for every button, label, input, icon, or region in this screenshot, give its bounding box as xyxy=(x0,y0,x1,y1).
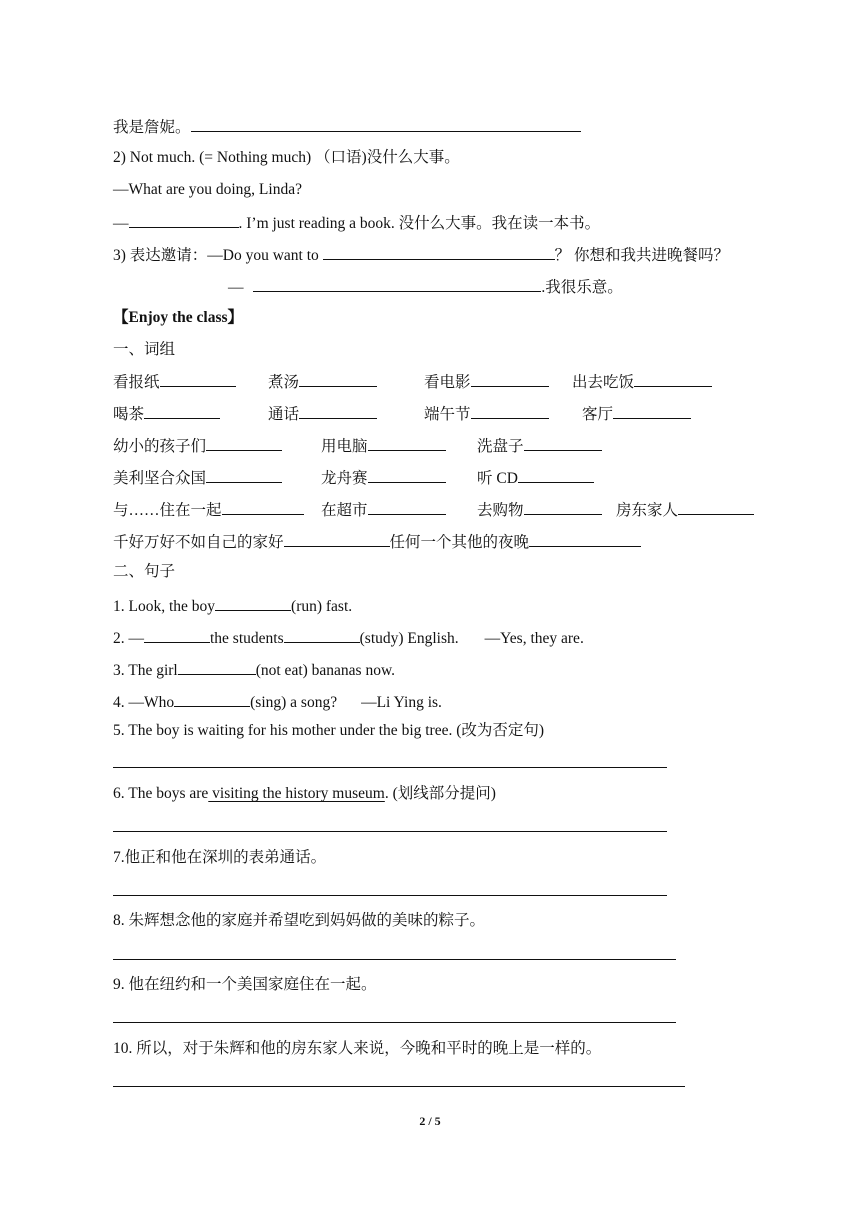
vocab-label: 龙舟赛 xyxy=(321,470,368,487)
answer-blank[interactable] xyxy=(174,691,250,707)
vocab-label: 喝茶 xyxy=(113,406,145,423)
point2-answer xyxy=(113,212,600,234)
answer-blank[interactable] xyxy=(613,403,691,419)
sentence-text: 1. Look, the boy xyxy=(113,598,216,615)
answer-line[interactable] xyxy=(113,895,667,896)
sentence-text: (not eat) bananas now. xyxy=(255,662,396,679)
answer-blank[interactable] xyxy=(471,403,549,419)
vocab-item xyxy=(268,371,377,393)
dash: — xyxy=(113,215,129,232)
answer-line[interactable] xyxy=(113,767,667,768)
answer-blank[interactable] xyxy=(471,371,549,387)
answer-line[interactable] xyxy=(113,1086,685,1087)
vocab-item xyxy=(113,467,282,489)
vocab-label: 出去吃饭 xyxy=(572,374,635,391)
point3-prefix: 3) 表达邀请：—Do you want to xyxy=(113,247,323,264)
answer-blank[interactable] xyxy=(368,435,446,451)
vocab-item xyxy=(113,403,220,425)
vocab-item xyxy=(113,499,304,521)
vocab-item xyxy=(616,499,754,521)
enjoy-heading: 【Enjoy the class】 xyxy=(113,309,244,326)
answer-blank[interactable] xyxy=(206,435,282,451)
vocab-item xyxy=(321,435,446,457)
point3-suffix: ？ 你想和我共进晚餐吗？ xyxy=(554,247,730,264)
point3-line2-suffix: .我很乐意。 xyxy=(541,279,623,296)
vocab-item xyxy=(268,403,377,425)
vocab-label: 与……住在一起 xyxy=(113,502,222,519)
sentence-1 xyxy=(113,595,352,617)
point2-answer-text: . I’m just reading a book. 没什么大事。我在读一本书。 xyxy=(238,215,601,232)
intro-line xyxy=(113,116,581,138)
vocab-label: 看报纸 xyxy=(113,374,160,391)
sentence-10: 10. 所以，对于朱辉和他的房东家人来说，今晚和平时的晚上是一样的。 xyxy=(113,1040,602,1057)
answer-blank[interactable] xyxy=(524,499,602,515)
answer-blank[interactable] xyxy=(634,371,712,387)
point2-title: 2) Not much. (= Nothing much) （口语)没什么大事。 xyxy=(113,149,460,166)
answer-blank[interactable] xyxy=(191,116,581,132)
answer-blank[interactable] xyxy=(206,467,282,483)
answer-blank[interactable] xyxy=(144,627,210,643)
vocab-label: 看电影 xyxy=(424,374,471,391)
vocab-item xyxy=(424,371,549,393)
sentence-5: 5. The boy is waiting for his mother under the big tree. (改为否定句) xyxy=(113,722,545,739)
vocab-label: 煮汤 xyxy=(268,374,300,391)
section1-title: 一、词组 xyxy=(113,341,176,358)
answer-line[interactable] xyxy=(113,831,667,832)
vocab-item xyxy=(113,531,641,553)
answer-blank[interactable] xyxy=(678,499,754,515)
point3-line1 xyxy=(113,244,729,266)
answer-line[interactable] xyxy=(113,959,676,960)
vocab-item xyxy=(321,499,446,521)
sentence-text: (run) fast. xyxy=(291,598,353,615)
vocab-item xyxy=(572,371,712,393)
sentence-text: (sing) a song? xyxy=(250,694,338,711)
answer-blank[interactable] xyxy=(368,499,446,515)
sentence-9: 9. 他在纽约和一个美国家庭住在一起。 xyxy=(113,976,377,993)
vocab-item xyxy=(113,435,282,457)
vocab-item xyxy=(477,499,602,521)
intro-text: 我是詹妮。 xyxy=(113,119,191,136)
answer-blank[interactable] xyxy=(518,467,594,483)
answer-blank[interactable] xyxy=(253,276,541,292)
underlined-phrase: visiting the history museum xyxy=(208,785,385,802)
sentence-7: 7.他正和他在深圳的表弟通话。 xyxy=(113,849,327,866)
answer-blank[interactable] xyxy=(524,435,602,451)
answer-blank[interactable] xyxy=(160,371,236,387)
sentence-text: . (划线部分提问) xyxy=(384,785,496,802)
vocab-item xyxy=(321,467,446,489)
answer-blank[interactable] xyxy=(299,371,377,387)
sentence-3 xyxy=(113,659,395,681)
point3-line2 xyxy=(228,276,623,298)
sentence-text: 4. —Who xyxy=(113,694,175,711)
sentence-6 xyxy=(113,784,496,804)
vocab-item xyxy=(582,403,691,425)
vocab-item xyxy=(424,403,549,425)
answer-blank[interactable] xyxy=(178,659,256,675)
vocab-label: 通话 xyxy=(268,406,300,423)
sentence-text: the students xyxy=(210,630,284,647)
section2-title: 二、句子 xyxy=(113,563,176,580)
answer-blank[interactable] xyxy=(529,531,641,547)
vocab-label: 千好万好不如自己的家好 xyxy=(113,534,284,551)
sentence-4 xyxy=(113,691,442,713)
vocab-label: 房东家人 xyxy=(616,502,679,519)
answer-blank[interactable] xyxy=(299,403,377,419)
vocab-item xyxy=(113,371,236,393)
sentence-2 xyxy=(113,627,584,649)
answer-blank[interactable] xyxy=(144,403,220,419)
vocab-label: 任何一个其他的夜晚 xyxy=(389,534,530,551)
point2-question: —What are you doing, Linda? xyxy=(113,181,302,198)
sentence-text: 3. The girl xyxy=(113,662,178,679)
vocab-label: 在超市 xyxy=(321,502,368,519)
vocab-label: 用电脑 xyxy=(321,438,368,455)
sentence-text: —Li Ying is. xyxy=(361,694,442,711)
page-number: 2 / 5 xyxy=(419,1114,441,1128)
vocab-label: 洗盘子 xyxy=(477,438,524,455)
vocab-label: 美利坚合众国 xyxy=(113,470,207,487)
vocab-label: 听 CD xyxy=(477,470,518,487)
answer-blank[interactable] xyxy=(215,595,291,611)
answer-blank[interactable] xyxy=(222,499,304,515)
answer-blank[interactable] xyxy=(284,627,360,643)
answer-blank[interactable] xyxy=(368,467,446,483)
vocab-item xyxy=(477,467,594,489)
vocab-label: 客厅 xyxy=(582,406,614,423)
sentence-8: 8. 朱辉想念他的家庭并希望吃到妈妈做的美味的粽子。 xyxy=(113,912,486,929)
vocab-label: 幼小的孩子们 xyxy=(113,438,207,455)
answer-blank[interactable] xyxy=(284,531,390,547)
sentence-text: —Yes, they are. xyxy=(484,630,584,647)
vocab-item xyxy=(477,435,602,457)
vocab-label: 端午节 xyxy=(424,406,471,423)
sentence-text: (study) English. xyxy=(359,630,459,647)
answer-line[interactable] xyxy=(113,1022,676,1023)
sentence-text: 6. The boys are xyxy=(113,785,209,802)
vocab-label: 去购物 xyxy=(477,502,524,519)
sentence-text: 2. — xyxy=(113,630,144,647)
dash: — xyxy=(228,279,248,296)
answer-blank[interactable] xyxy=(129,212,239,228)
answer-blank[interactable] xyxy=(323,244,555,260)
